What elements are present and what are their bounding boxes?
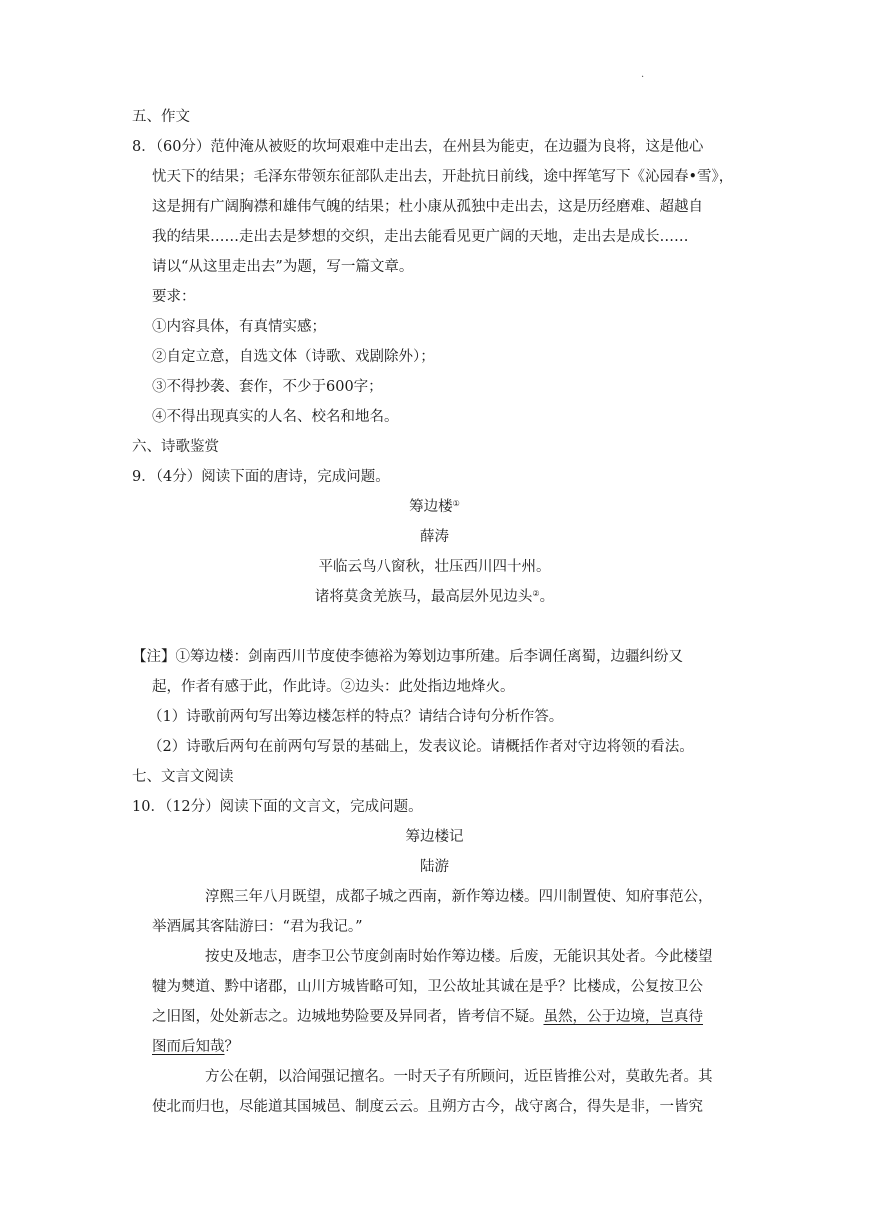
question-8-line: 我的结果……走出去是梦想的交织，走出去能看见更广阔的天地，走出去是成长…… (152, 229, 689, 245)
passage-line: 之旧图，处处新志之。边城地势险要及异同者，皆考信不疑。虽然，公于边境，岂真待 (152, 1009, 703, 1025)
essay-prompt: 请以“从这里走出去”为题，写一篇文章。 (152, 259, 414, 275)
section-heading-classical: 七、文言文阅读 (132, 769, 234, 785)
passage-line: 犍为僰道、黔中诸郡，山川方城皆略可知，卫公故址其诚在是乎？比楼成，公复按卫公 (152, 979, 703, 995)
requirement-item: ④不得出现真实的人名、校名和地名。 (152, 409, 399, 425)
sub-question: （1）诗歌前两句写出筹边楼怎样的特点？请结合诗句分析作答。 (148, 709, 564, 725)
requirement-item: ①内容具体，有真情实感； (152, 319, 326, 335)
poem-line: 诸将莫贪羌族马，最高层外见边头②。 (314, 589, 555, 605)
essay-title: 筹边楼记 (405, 829, 464, 845)
question-8-line: 这是拥有广阔胸襟和雄伟气魄的结果；杜小康从孤独中走出去，这是历经磨难、超越自 (152, 199, 703, 215)
question-10: 10．（12分）阅读下面的文言文，完成问题。 (132, 799, 423, 815)
essay-author: 陆游 (420, 859, 449, 875)
question-8-line: 忧天下的结果；毛泽东带领东征部队走出去，开赴抗日前线，途中挥笔写下《沁园春•雪》， (152, 169, 734, 185)
header-mark: · (641, 72, 645, 83)
underlined-sentence: 虽然，公于边境，岂真待 (543, 1009, 703, 1025)
question-8-line: 8．（60分）范仲淹从被贬的坎坷艰难中走出去，在州县为能吏，在边疆为良将，这是他心 (132, 139, 704, 155)
requirements-label: 要求： (152, 289, 196, 305)
requirement-item: ③不得抄袭、套作，不少于600字； (152, 379, 383, 395)
section-heading-essay: 五、作文 (132, 109, 190, 125)
passage-line: 淳熙三年八月既望，成都子城之西南，新作筹边楼。四川制置使、知府事范公， (205, 889, 713, 905)
footnote-marker: ② (532, 589, 540, 598)
passage-line: 方公在朝，以洽闻强记擅名。一时天子有所顾问，近臣皆推公对，莫敢先者。其 (205, 1069, 713, 1085)
passage-line: 使北而归也，尽能道其国城邑、制度云云。且朔方古今，战守离合，得失是非，一皆究 (152, 1099, 703, 1115)
poem-note: 【注】①筹边楼：剑南西川节度使李德裕为筹划边事所建。后李调任离蜀，边疆纠纷又 (132, 649, 683, 665)
sub-question: （2）诗歌后两句在前两句写景的基础上，发表议论。请概括作者对守边将领的看法。 (148, 739, 694, 755)
passage-line: 举酒属其客陆游曰：“君为我记。” (152, 919, 363, 935)
underlined-sentence: 图而后知哉 (152, 1039, 225, 1055)
poem-title: 筹边楼① (409, 499, 460, 515)
requirement-item: ②自定立意，自选文体（诗歌、戏剧除外）； (152, 349, 435, 365)
question-9: 9．（4分）阅读下面的唐诗，完成问题。 (132, 469, 390, 485)
poem-author: 薛涛 (420, 529, 449, 545)
passage-line: 图而后知哉？ (152, 1039, 239, 1055)
section-heading-poetry: 六、诗歌鉴赏 (132, 439, 219, 455)
poem-note: 起，作者有感于此，作此诗。②边头：此处指边地烽火。 (152, 679, 515, 695)
poem-line: 平临云鸟八窗秋，壮压西川四十州。 (318, 559, 551, 575)
passage-line: 按史及地志，唐李卫公节度剑南时始作筹边楼。后废，无能识其处者。今此楼望 (205, 949, 713, 965)
footnote-marker: ① (452, 499, 460, 508)
